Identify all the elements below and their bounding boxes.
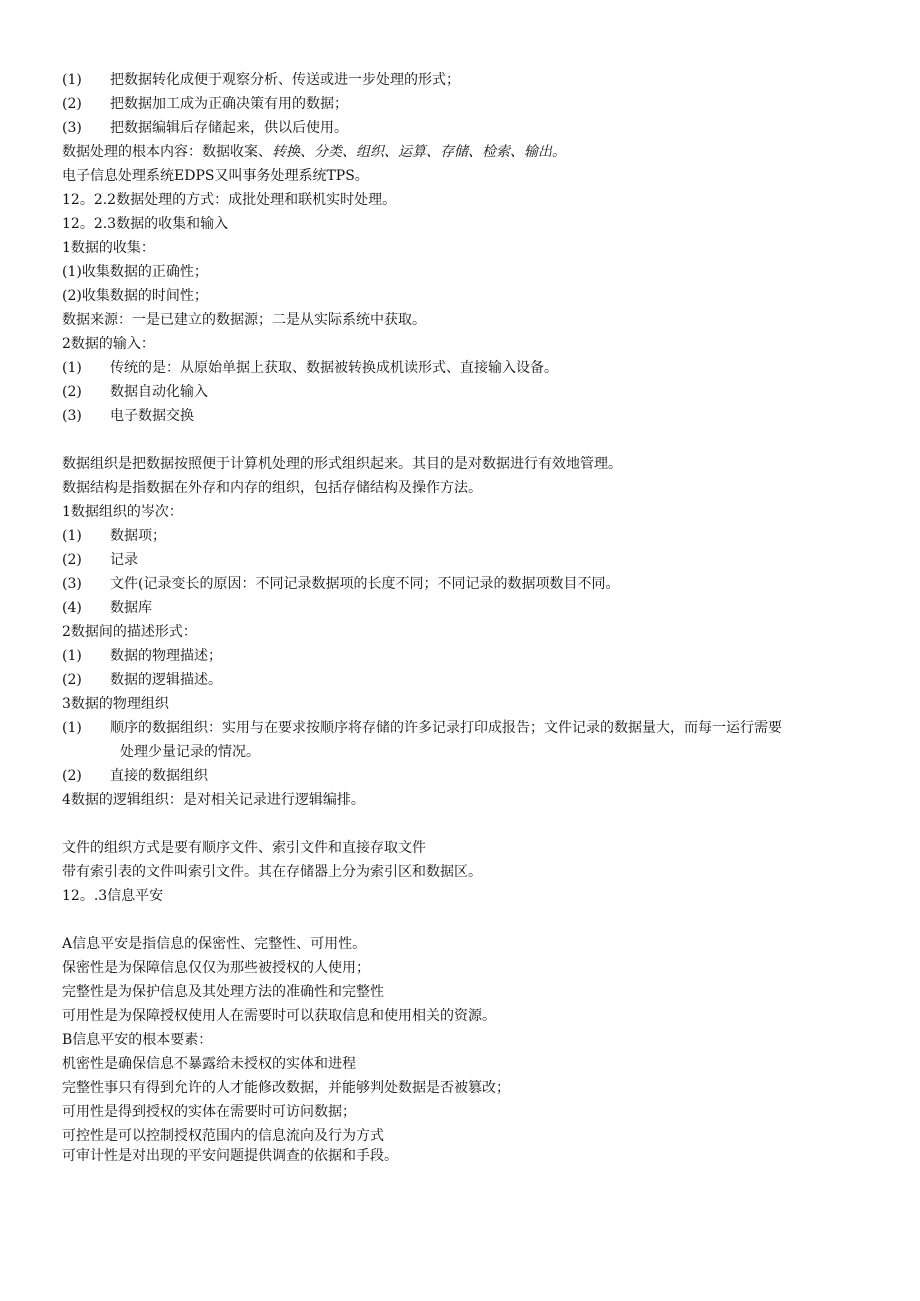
item-number: (1) bbox=[62, 360, 82, 376]
list-item bbox=[62, 574, 882, 594]
item-number: (3) bbox=[62, 120, 82, 136]
item-number: (2) bbox=[62, 384, 82, 400]
item-text: 记录 bbox=[110, 552, 138, 568]
subheading: B信息平安的根本要素： bbox=[62, 1032, 213, 1048]
item-text: 把数据编辑后存储起来，供以后使用。 bbox=[110, 120, 348, 136]
item-text: 数据的物理描述； bbox=[110, 648, 222, 664]
paragraph: 可审计性是对出现的平安问题提供调查的依据和手段。 bbox=[62, 1148, 398, 1164]
item-text: 把数据加工成为正确决策有用的数据； bbox=[110, 96, 348, 112]
list-item bbox=[62, 670, 882, 690]
item-number: (4) bbox=[62, 600, 82, 616]
paragraph: 带有索引表的文件叫索引文件。其在存储器上分为索引区和数据区。 bbox=[62, 864, 482, 880]
item-number: (1) bbox=[62, 72, 82, 88]
item-text: 电子数据交换 bbox=[110, 408, 194, 424]
list-item bbox=[62, 118, 882, 138]
paragraph: 电子信息处理系统EDPS又叫事务处理系统TPS。 bbox=[62, 168, 369, 184]
item-number: (2) bbox=[62, 552, 82, 568]
subheading: 2数据间的描述形式： bbox=[62, 624, 197, 640]
item-text: 直接的数据组织 bbox=[110, 768, 208, 784]
list-item bbox=[62, 646, 882, 666]
paragraph: (2)收集数据的时间性； bbox=[62, 288, 208, 304]
item-text: 把数据转化成便于观察分析、传送或进一步处理的形式； bbox=[110, 72, 460, 88]
item-text: 文件(记录变长的原因：不同记录数据项的长度不同；不同记录的数据项数目不同。 bbox=[110, 576, 620, 592]
subheading: 3数据的物理组织 bbox=[62, 696, 169, 712]
paragraph: 文件的组织方式是要有顺序文件、索引文件和直接存取文件 bbox=[62, 840, 426, 856]
paragraph: 完整性事只有得到允许的人才能修改数据，并能够判处数据是否被篡改； bbox=[62, 1080, 510, 1096]
paragraph: 完整性是为保护信息及其处理方法的准确性和完整性 bbox=[62, 984, 384, 1000]
paragraph: A信息平安是指信息的保密性、完整性、可用性。 bbox=[62, 936, 367, 952]
item-text: 数据库 bbox=[110, 600, 152, 616]
paragraph bbox=[62, 142, 882, 162]
paragraph: 数据来源：一是已建立的数据源；二是从实际系统中获取。 bbox=[62, 312, 426, 328]
item-number: (1) bbox=[62, 648, 82, 664]
item-text: 传统的是：从原始单据上获取、数据被转换成机读形式、直接输入设备。 bbox=[110, 360, 558, 376]
item-continuation: 处理少量记录的情况。 bbox=[120, 744, 260, 760]
item-number: (3) bbox=[62, 576, 82, 592]
subheading: 4数据的逻辑组织：是对相关记录进行逻辑编排。 bbox=[62, 792, 365, 808]
subheading: 2数据的输入： bbox=[62, 336, 155, 352]
italic-text: 转换、分类、组织、运算、存储、检索、输出。 bbox=[272, 144, 566, 160]
item-text: 数据自动化输入 bbox=[110, 384, 208, 400]
item-number: (2) bbox=[62, 768, 82, 784]
paragraph: 可控性是可以控制授权范围内的信息流向及行为方式 bbox=[62, 1128, 384, 1144]
paragraph: 机密性是确保信息不暴露给未授权的实体和进程 bbox=[62, 1056, 356, 1072]
paragraph-text: 数据处理的根本内容：数据收案、 bbox=[62, 144, 272, 160]
paragraph: 可用性是为保障授权使用人在需要时可以获取信息和使用相关的资源。 bbox=[62, 1008, 496, 1024]
list-item bbox=[62, 550, 882, 570]
subheading: 1数据的收集： bbox=[62, 240, 155, 256]
list-item bbox=[62, 766, 882, 786]
paragraph: (1)收集数据的正确性； bbox=[62, 264, 208, 280]
item-number: (1) bbox=[62, 528, 82, 544]
paragraph: 数据结构是指数据在外存和内存的组织，包括存储结构及操作方法。 bbox=[62, 480, 482, 496]
list-item bbox=[62, 94, 882, 114]
item-text: 数据项； bbox=[110, 528, 166, 544]
item-text: 数据的逻辑描述。 bbox=[110, 672, 222, 688]
item-number: (3) bbox=[62, 408, 82, 424]
section-heading: 12。2.2数据处理的方式：成批处理和联机实时处理。 bbox=[62, 192, 397, 208]
list-item bbox=[62, 382, 882, 402]
list-item bbox=[62, 718, 882, 738]
list-item bbox=[62, 70, 882, 90]
list-item bbox=[62, 526, 882, 546]
paragraph: 可用性是得到授权的实体在需要时可访问数据； bbox=[62, 1104, 356, 1120]
item-number: (1) bbox=[62, 720, 82, 736]
item-text: 顺序的数据组织：实用与在要求按顺序将存储的许多记录打印成报告；文件记录的数据量大，而每一运行需要 bbox=[110, 720, 782, 736]
paragraph: 保密性是为保障信息仅仅为那些被授权的人使用； bbox=[62, 960, 370, 976]
section-heading: 12。.3信息平安 bbox=[62, 888, 164, 904]
paragraph: 数据组织是把数据按照便于计算机处理的形式组织起来。其目的是对数据进行有效地管理。 bbox=[62, 456, 622, 472]
list-item bbox=[62, 598, 882, 618]
section-heading: 12。2.3数据的收集和输入 bbox=[62, 216, 229, 232]
list-item bbox=[62, 358, 882, 378]
item-number: (2) bbox=[62, 672, 82, 688]
item-number: (2) bbox=[62, 96, 82, 112]
subheading: 1数据组织的岑次： bbox=[62, 504, 183, 520]
list-item bbox=[62, 406, 882, 426]
